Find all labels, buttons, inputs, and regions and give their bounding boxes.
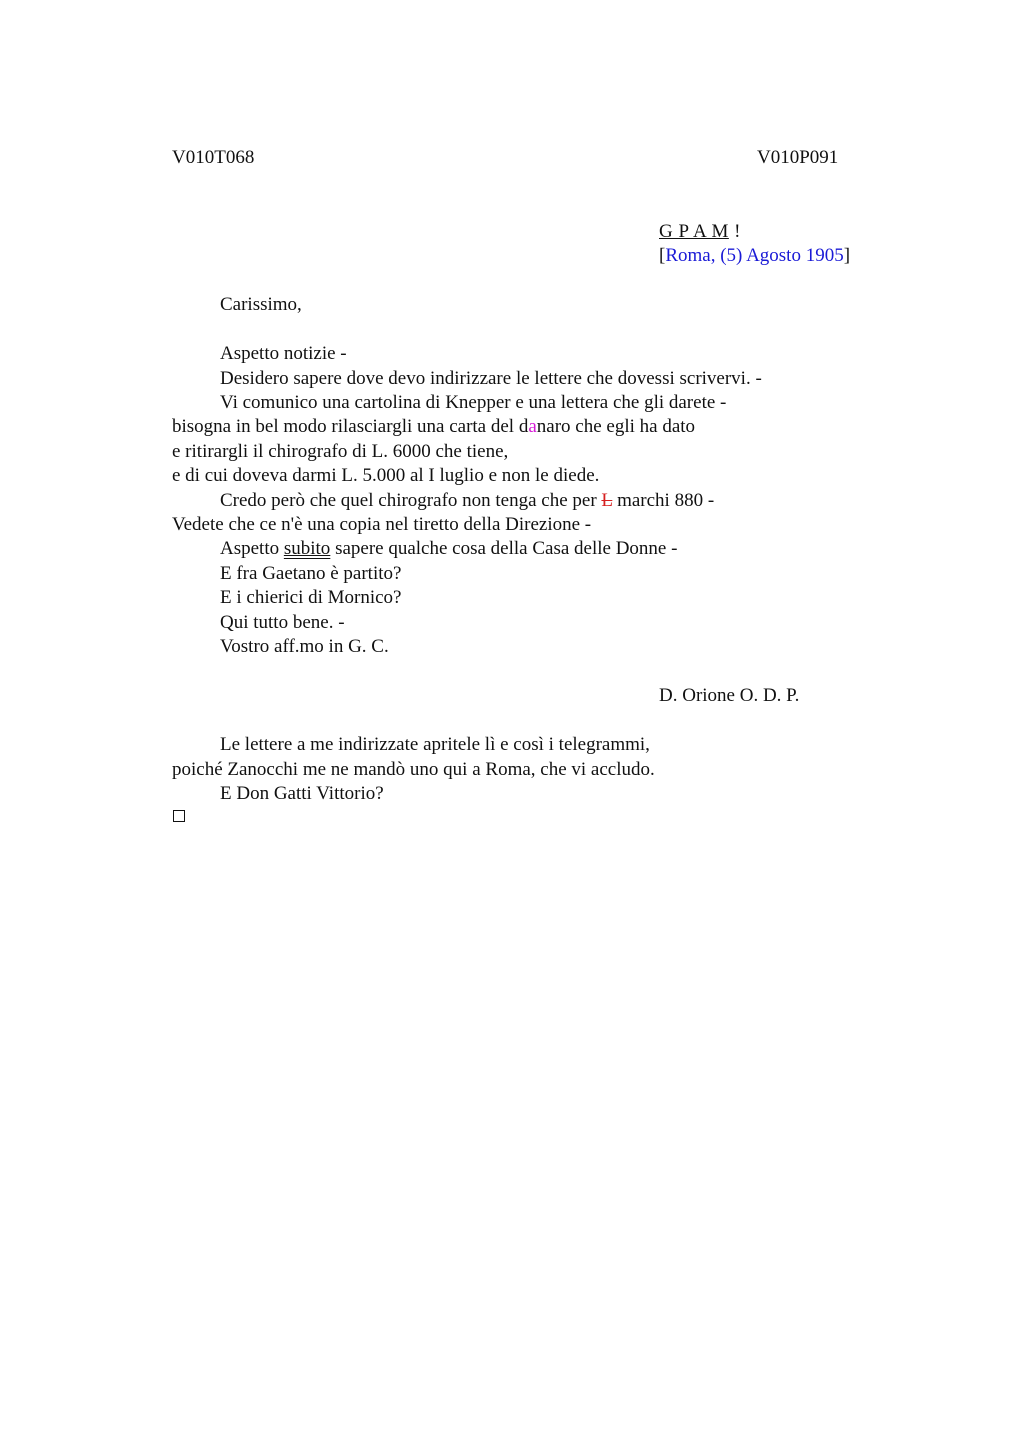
letter-date [659, 244, 850, 268]
letter-line-7-start: Credo però che quel chirografo non tenga che per [220, 490, 602, 511]
letter-line-7-end: marchi 880 - [612, 490, 715, 511]
postscript-line-1: Le lettere a me indirizzate apritele lì e così i telegrammi, [220, 734, 650, 755]
motto-text: G P A M [659, 221, 729, 242]
postscript-line-2: poiché Zanocchi me ne mandò uno qui a Roma, che vi accludo. [172, 759, 655, 780]
letter-line-4 [172, 415, 695, 439]
date-text: Roma, (5) Agosto 1905 [665, 245, 844, 266]
square-outline-icon [173, 810, 185, 822]
document-code-left: V010T068 [172, 147, 255, 168]
closing-line: Vostro aff.mo in G. C. [220, 636, 389, 657]
letter-line-2: Desidero sapere dove devo indirizzare le lettere che dovessi scrivervi. - [220, 368, 762, 389]
letter-line-11: E i chierici di Mornico? [220, 587, 402, 608]
letter-line-8: Vedete che ce n'è una copia nel tiretto della Direzione - [172, 514, 592, 535]
document-code-right: V010P091 [757, 147, 839, 168]
date-bracket-open: [ [659, 245, 666, 266]
letter-line-10: E fra Gaetano è partito? [220, 563, 402, 584]
underlined-word: subito [283, 538, 331, 559]
letter-line-9-end: sapere qualche cosa della Casa delle Donne - [330, 538, 678, 559]
letter-line-12: Qui tutto bene. - [220, 612, 345, 633]
letter-line-9 [220, 537, 677, 561]
letter-line-3: Vi comunico una cartolina di Knepper e una lettera che gli darete - [220, 392, 727, 413]
signature: D. Orione O. D. P. [659, 685, 800, 706]
letter-line-4-end: naro che egli ha dato [536, 416, 696, 437]
date-bracket-close: ] [843, 245, 851, 266]
postscript-line-3: E Don Gatti Vittorio? [220, 783, 384, 804]
letter-line-6: e di cui doveva darmi L. 5.000 al I luglio e non le diede. [172, 465, 600, 486]
letter-line-7 [220, 489, 714, 513]
letter-line-4-start: bisogna in bel modo rilasciargli una carta del d [172, 416, 529, 437]
salutation: Carissimo, [220, 294, 302, 315]
motto-exclamation: ! [728, 221, 741, 242]
editorial-correction: a [528, 416, 537, 437]
letter-line-9-start: Aspetto [220, 538, 284, 559]
letter-line-5: e ritirargli il chirografo di L. 6000 che tiene, [172, 441, 509, 462]
struck-text: L [601, 490, 613, 511]
motto-heading [659, 220, 741, 244]
letter-line-1: Aspetto notizie - [220, 343, 347, 364]
